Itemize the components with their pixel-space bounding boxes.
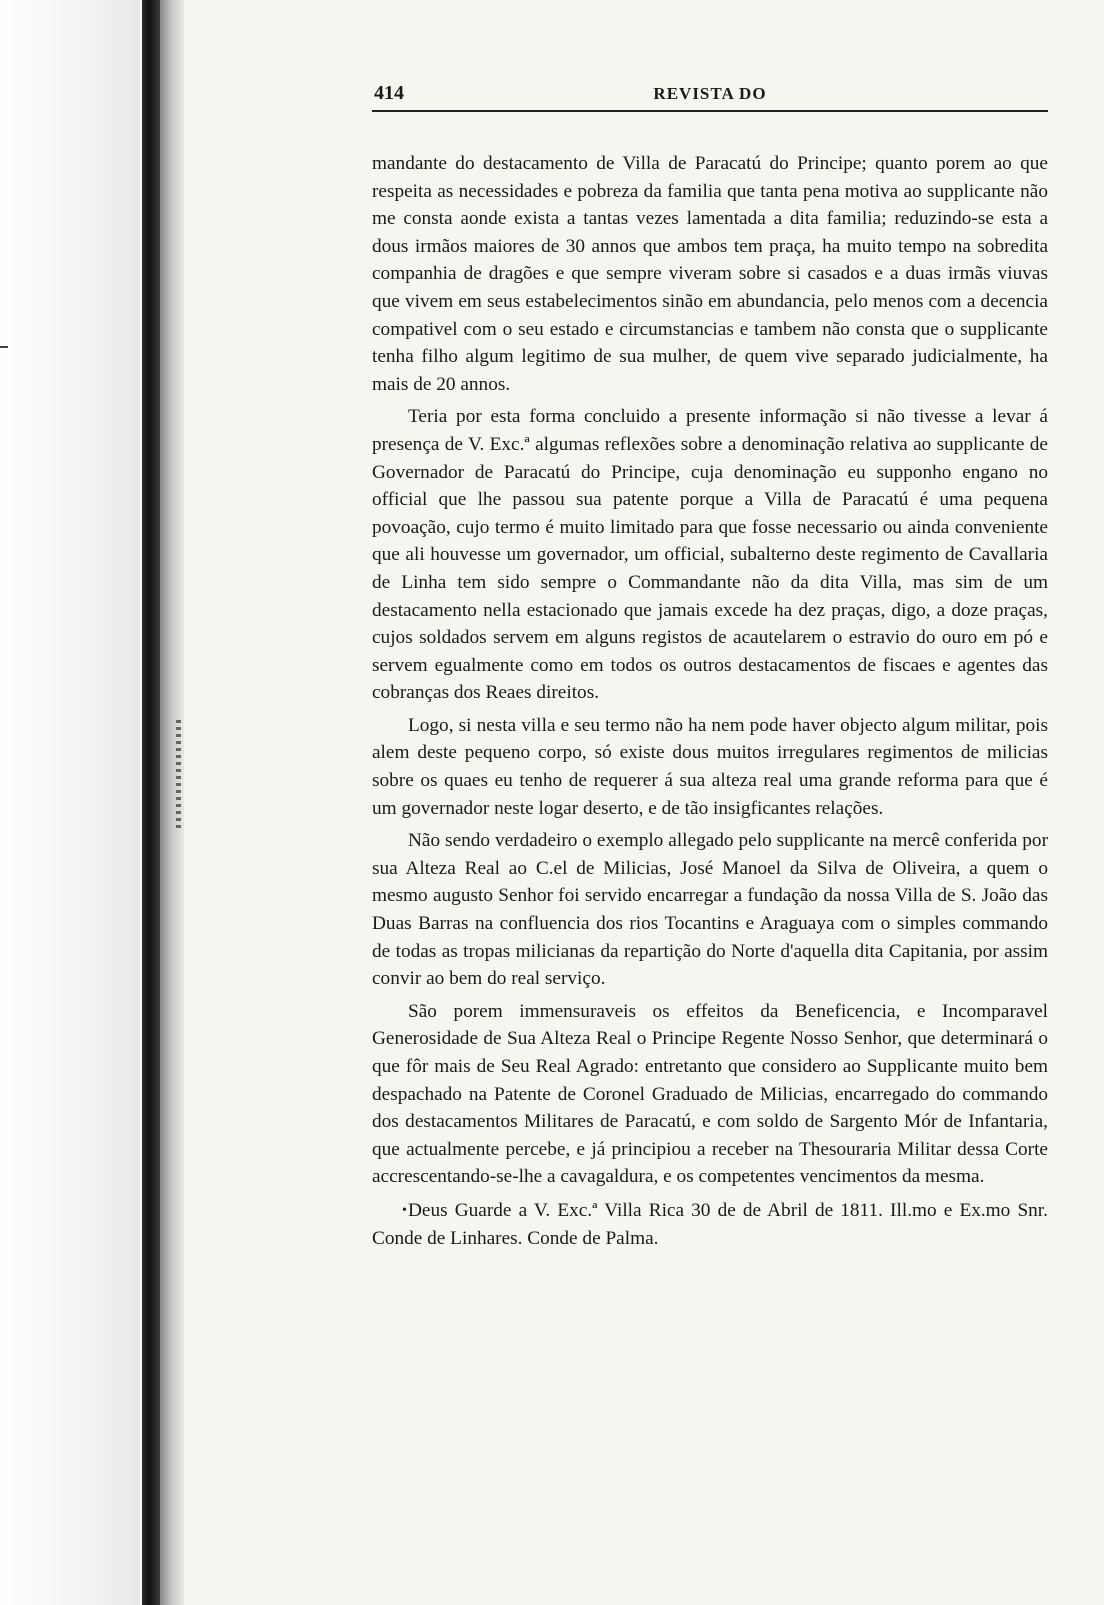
paragraph-3: Logo, si nesta villa e seu termo não ha nem pode haver objecto algum militar, pois alem deste pequeno corpo, só existe dous muitos irregulares regimentos de milicias sobre os quaes eu tenho de requerer á sua alteza real uma grande reforma para que é um governador neste logar deserto, e de tão insigficantes relações. <box>372 714 1048 819</box>
closing-text: Deus Guarde a V. Exc.ª Villa Rica 30 de de Abril de 1811. Ill.mo e Ex.mo Snr. Conde de Linhares. Conde de Palma. <box>372 1199 1048 1249</box>
page-header <box>372 76 1048 112</box>
paragraph-5: São porem immensuraveis os effeitos da Beneficencia, e Incomparavel Generosidade de Sua Alteza Real o Principe Regente Nosso Senhor, que determinará o que fôr mais de Seu Real Agrado: entretanto que considero ao Supplicante muito bem despachado na Patente de Coronel Graduado de Milicias, encarregado do commando dos destacamentos Militares de Paracatú, e com soldo de Sargento Mór de Infantaria, que actualmente percebe, e já principiou a receber na Thesouraria Militar dessa Corte accrescentando-se-lhe a cavagaldura, e os competentes vencimentos da mesma. <box>372 1000 1048 1188</box>
gutter-artifact <box>176 720 181 830</box>
paragraph-2: Teria por esta forma concluido a presente informação si não tivesse a levar á presença de V. Exc.ª algumas reflexões sobre a denominação relativa ao supplicante de Governador de Paracatú do Principe, cuja denominação eu supponho engano no official que lhe passou sua patente porque a Villa de Paracatú é uma pequena povoação, cujo termo é muito limitado para que fosse necessario ou ainda conveniente que ali houvesse um governador, um official, subalterno deste regimento de Cavallaria de Linha tem sido sempre o Commandante não da dita Villa, mas sim de um destacamento nella estacionado que jamais excede ha dez praças, digo, a doze praças, cujos soldados servem em alguns registos de acautelarem o estravio do ouro em pó e servem egualmente como em todos os outros destacamentos de fiscaes e agentes das cobranças dos Reaes direitos. <box>372 406 1048 704</box>
closing-paragraph <box>372 1197 1048 1252</box>
running-title: REVISTA DO <box>653 84 767 103</box>
binding-margin <box>0 0 140 1605</box>
book-spine-shadow <box>142 0 160 1605</box>
book-page <box>372 76 1048 1257</box>
body-text <box>372 150 1048 1252</box>
page-number: 414 <box>374 82 404 104</box>
closing-bullet: • <box>402 1202 407 1218</box>
margin-tick <box>0 346 8 348</box>
paragraph-4: Não sendo verdadeiro o exemplo allegado pelo supplicante na mercê conferida por sua Alteza Real ao C.el de Milicias, José Manoel da Silva de Oliveira, a quem o mesmo augusto Senhor foi servido encarregar a fundação da nossa Villa de S. João das Duas Barras na confluencia dos rios Tocantins e Araguaya com o simples commando de todas as tropas milicianas da repartição do Norte d'aquella dita Capitania, por assim convir ao bem do real serviço. <box>372 830 1048 990</box>
paragraph-1: mandante do destacamento de Villa de Paracatú do Principe; quanto porem ao que respeita as necessidades e pobreza da familia que tanta pena motiva ao supplicante não me consta aonde exista a tantas vezes lamentada a dita familia; reduzindo-se esta a dous irmãos maiores de 30 annos que ambos tem praça, ha muito tempo na sobredita companhia de dragões e que sempre viveram sobre si casados e a duas irmãs viuvas que vivem em seus estabelecimentos sinão em abundancia, pelo menos com a decencia compativel com o seu estado e circumstancias e tambem não consta que o supplicante tenha filho algum legitimo de sua mulher, de quem vive separado judicialmente, ha mais de 20 annos. <box>372 153 1048 395</box>
